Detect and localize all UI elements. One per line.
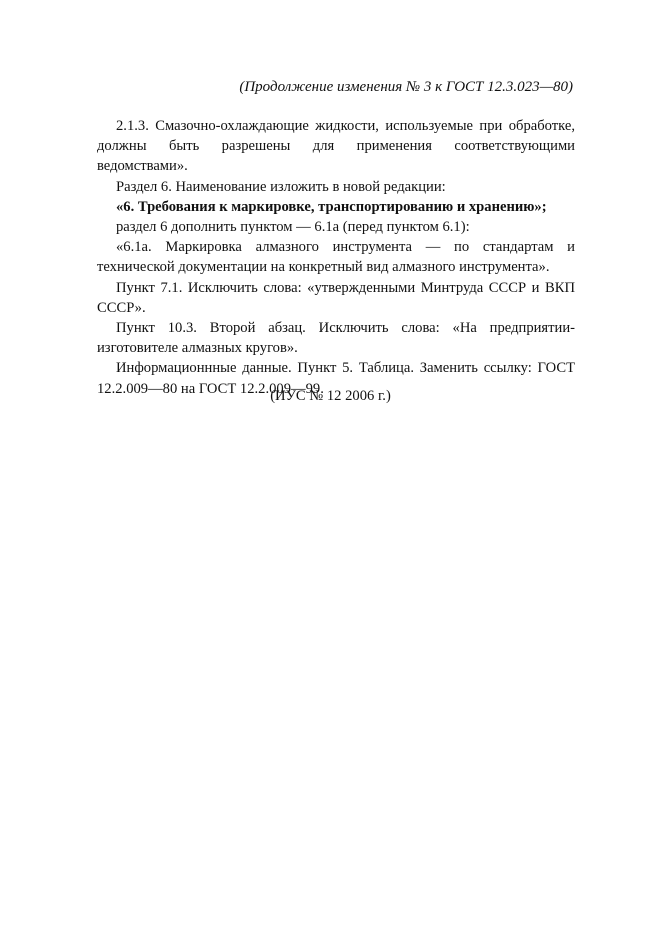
paragraph-10-3: Пункт 10.3. Второй абзац. Исключить слова: «На предприятии-изготовителе алмазных кругов». <box>97 320 575 357</box>
paragraph-7-1: Пункт 7.1. Исключить слова: «утвержденными Минтруда СССР и ВКП СССР». <box>97 279 575 316</box>
paragraph-section-6-title: «6. Требования к маркировке, транспортированию и хранению»; <box>116 198 547 215</box>
publication-source: (ИУС № 12 2006 г.) <box>270 388 391 404</box>
paragraph-2-1-3: 2.1.3. Смазочно-охлаждающие жидкости, используемые при обработке, должны быть разрешены для применения соответствующими ведомствами». <box>97 118 575 175</box>
paragraph-info-data: Информационнные данные. Пункт 5. Таблица. Заменить ссылку: ГОСТ 12.2.009—80 на ГОСТ 12.2.009—99. <box>97 360 575 397</box>
amendment-body <box>97 116 575 399</box>
continuation-note: (Продолжение изменения № 3 к ГОСТ 12.3.023—80) <box>239 79 573 95</box>
paragraph-section-6-addition: раздел 6 дополнить пунктом — 6.1а (перед пунктом 6.1): <box>116 219 470 236</box>
paragraph-6-1a: «6.1а. Маркировка алмазного инструмента — по стандартам и технической документации на конкретный вид алмазного инструмента». <box>97 239 575 276</box>
paragraph-section-6: Раздел 6. Наименование изложить в новой редакции: <box>116 178 446 195</box>
